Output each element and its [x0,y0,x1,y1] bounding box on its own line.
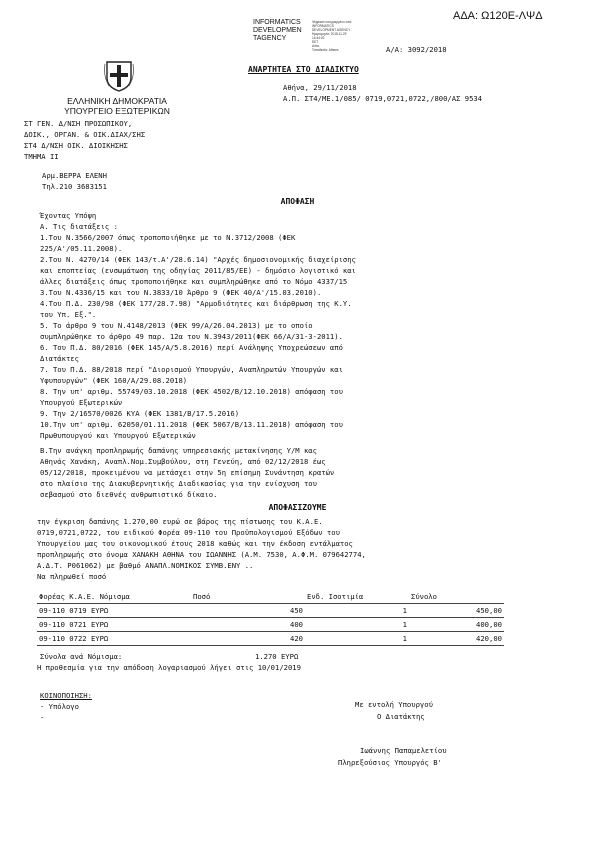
column-header: Ενδ. Ισοτιμία [305,590,409,604]
table-row [37,618,504,632]
preamble-line: Α. Τις διατάξεις : [40,222,118,231]
distribution-item: - [40,713,45,722]
ada-code: ΑΔΑ: Ω120Ε-ΛΨΔ [453,10,543,22]
ministry-name: ΥΠΟΥΡΓΕΙΟ ΕΞΩΤΕΡΙΚΩΝ [64,106,170,116]
preamble-line: και εποπτείας (ενσωμάτωση της οδηγίας 2011/85/ΕΕ) - δημόσιο λογιστικό και [40,266,356,275]
department-line: ΤΜΗΜΑ ΙΙ [24,152,59,161]
row-total: 400,00 [409,618,504,632]
preamble-line: Υπουργού Εξωτερικών [40,398,123,407]
signature-detail: 14:44:02 [312,36,325,40]
department-line: ΣΤ ΓΕΝ. Δ/ΝΣΗ ΠΡΟΣΩΠΙΚΟΥ, [24,119,133,128]
preamble-line: άλλες διατάξεις όπως τροποποιήθηκε και συμπληρώθηκε από το Νόμο 4337/15 [40,277,348,286]
signature-detail: DEVELOPMENT AGENCY [312,28,351,32]
row-rate: 1 [305,632,409,646]
preamble-line: 8. Την υπ' αριθμ. 55749/03.10.2018 (ΦΕΚ 4502/Β/12.10.2018) απόφαση του [40,387,343,396]
row-code [37,604,191,618]
column-header: Φορέας Κ.Α.Ε. Νόμισμα [37,590,191,604]
decision-text [37,516,366,582]
kae-code: 09-110 0719 [39,606,87,615]
signer-line: TAGENCY [253,35,287,42]
preamble-line: 5. Το άρθρο 9 του Ν.4148/2013 (ΦΕΚ 99/Α/26.04.2013) με το οποίο [40,321,313,330]
table-row [37,604,504,618]
signature-detail: Ψηφιακά υπογραμμένο από [312,20,352,24]
column-header: Σύνολο [409,590,504,604]
preamble-line: 1.Του Ν.3566/2007 όπως τροποποιήθηκε με το Ν.3712/2008 (ΦΕΚ [40,233,296,242]
decision-line: Υπουργείου μας του οικονομικού έτους 2018 καθώς και την έκδοση εντάλματος [37,539,353,548]
preamble-line: 3.Του Ν.4336/15 και του Ν.3833/10 Άρθρο 9 (ΦΕΚ 40/Α'/15.03.2010). [40,288,322,297]
preamble-line: συμπληρώθηκε το άρθρο 49 παρ. 12α του Ν.3943/2011(ΦΕΚ 66/Α/31-3-2011). [40,332,343,341]
sum-value: 1.270 ΕΥΡΩ [255,652,299,661]
signature-detail: INFORMATICS [312,24,334,28]
signatory-title: Πληρεξούσιος Υπουργός Β' [338,758,442,767]
preamble-line: Πρωθυπουργού και Υπουργού Εξωτερικών [40,431,196,440]
department-block [24,118,145,162]
paragraph-line: 05/12/2018, προκειμένου να μετάσχει στην 5η επίσημη Συνάντηση κρατών [40,468,335,477]
signature-role: Ο Διατάκτης [377,712,425,721]
signatory-name: Ιωάννης Παπαμελετίου [360,746,447,755]
decision-line: προπληρωμής στο όνομα ΧΑΝΑΚΗ ΑΘΗΝΑ του ΙΩΑΝΝΗΣ (Α.Μ. 7530, Α.Φ.Μ. 079642774, [37,550,366,559]
paragraph-line: Αθηνάς Χανάκη, Αναπλ.Νομ.Συμβούλου, στη Γενεύη, από 02/12/2018 έως [40,457,326,466]
serial-number: Α/Α: 3092/2018 [386,45,447,54]
currency: ΕΥΡΩ [90,620,109,629]
greek-emblem-icon [104,60,134,92]
preamble-line: Υφυπουργών" (ΦΕΚ 160/Α/29.08.2018) [40,376,188,385]
preamble [40,210,356,441]
protocol-number: Α.Π. ΣΤ4/ΜΕ.1/085/ 0719,0721,0722,/800/ΑΣ 9534 [283,94,483,103]
row-amount: 400 [191,618,305,632]
paragraph-b [40,445,334,500]
contact-person: Αρμ.ΒΕΡΡΑ ΕΛΕΝΗ [42,171,107,180]
row-amount: 420 [191,632,305,646]
distribution-item: - Υπόλογο [40,702,79,711]
column-header: Ποσό [191,590,305,604]
kae-code: 09-110 0721 [39,620,87,629]
preamble-line: 6. Του Π.Δ. 80/2016 (ΦΕΚ 145/Α/5.8.2016) περί Ανάληψης Υποχρεώσεων από [40,343,343,352]
preamble-line: Έχοντας Υπόψη [40,211,97,220]
decision-line: την έγκριση δαπάνης 1.270,00 ευρώ σε βάρος της πίστωσης του Κ.Α.Ε. [37,517,323,526]
preamble-line: 2.Του Ν. 4270/14 (ΦΕΚ 143/τ.Α'/28.6.14) "Αρχές δημοσιονομικής διαχείρισης [40,255,356,264]
contact-block [42,170,107,192]
row-code [37,632,191,646]
paragraph-line: σεβασμού στο διεθνές ανθρωπιστικό δίκαιο. [40,490,218,499]
table-header-row [37,590,504,604]
preamble-line: 225/Α'/05.11.2008). [40,244,123,253]
post-online-notice: ΑΝΑΡΤΗΤΕΑ ΣΤΟ ΔΙΑΔΙΚΤΥΟ [248,65,359,74]
signature-detail: EET [312,40,319,44]
signature-detail: Τοποθεσία: Athens [312,48,339,52]
kae-code: 09-110 0722 [39,634,87,643]
signer-line: DEVELOPMEN [253,27,302,34]
decision-line: Να πληρωθεί ποσό [37,572,107,581]
paragraph-line: Β.Την ανάγκη προπληρωμής δαπάνης υπηρεσιακής μετακίνησης Υ/Μ κας [40,446,317,455]
department-line: ΔΟΙΚ., ΟΡΓΑΝ. & ΟΙΚ.ΔΙΑΧ/ΣΗΣ [24,130,146,139]
decision-line: Α.Δ.Τ. Ρ061062) με βαθμό ΑΝΑΠΛ.ΝΟΜΙΚΟΣ ΣΥΜΒ.ΕΝΥ .. [37,561,254,570]
row-amount: 450 [191,604,305,618]
currency: ΕΥΡΩ [90,634,109,643]
sum-label: Σύνολα ανά Νόμισμα: [40,652,123,661]
decision-line: 0719,0721,0722, του ειδικού Φορέα 09-110 του Προϋπολογισμού Εξόδων του [37,528,340,537]
decision-title: ΑΠΟΦΑΣΗ [280,197,315,206]
preamble-line: του Υπ. Εξ.". [40,310,97,319]
row-rate: 1 [305,618,409,632]
signer-name [253,19,302,43]
issuer-header [48,96,186,116]
row-total: 420,00 [409,632,504,646]
currency: ΕΥΡΩ [90,606,109,615]
deadline-note: Η προθεσμία για την απόδοση λογαριασμού λήγει στις 10/01/2019 [37,663,301,672]
preamble-line: 9. Την 2/16570/0026 ΚΥΑ (ΦΕΚ 1381/Β/17.5.2016) [40,409,240,418]
decide-title: ΑΠΟΦΑΣΙΖΟΥΜΕ [268,503,327,512]
document-date: Αθήνα, 29/11/2018 [283,83,357,92]
signature-order: Με εντολή Υπουργού [355,700,433,709]
signature-detail: Ημερομηνία: 2018.11.29 [312,32,347,36]
table-row [37,632,504,646]
paragraph-line: στο πλαίσιο της Διακυβερνητικής Διαδικασίας για την ενίσχυση του [40,479,317,488]
signature-detail: Αιτία: [312,44,320,48]
preamble-line: Διατάκτες [40,354,79,363]
republic-name: ΕΛΛΗΝΙΚΗ ΔΗΜΟΚΡΑΤΙΑ [67,96,167,106]
row-total: 450,00 [409,604,504,618]
row-rate: 1 [305,604,409,618]
preamble-line: 4.Του Π.Δ. 230/98 (ΦΕΚ 177/28.7.98) "Αρμοδιότητες και διάρθρωση της Κ.Υ. [40,299,352,308]
row-code [37,618,191,632]
cost-table [37,590,504,646]
department-line: ΣΤ4 Δ/ΝΣΗ ΟΙΚ. ΔΙΟΙΚΗΣΗΣ [24,141,128,150]
signer-line: INFORMATICS [253,19,301,26]
preamble-line: 10.Την υπ' αριθμ. 62050/01.11.2018 (ΦΕΚ 5067/Β/13.11.2018) απόφαση του [40,420,343,429]
distribution-title: ΚΟΙΝΟΠΟΙΗΣΗ: [40,691,92,700]
contact-phone: Τηλ.210 3683151 [42,182,107,191]
distribution-block [40,690,92,723]
preamble-line: 7. Του Π.Δ. 88/2018 περί "Διορισμού Υπουργών, Αναπληρωτών Υπουργών και [40,365,343,374]
date-protocol [283,82,482,104]
digital-signature-details [312,20,351,52]
